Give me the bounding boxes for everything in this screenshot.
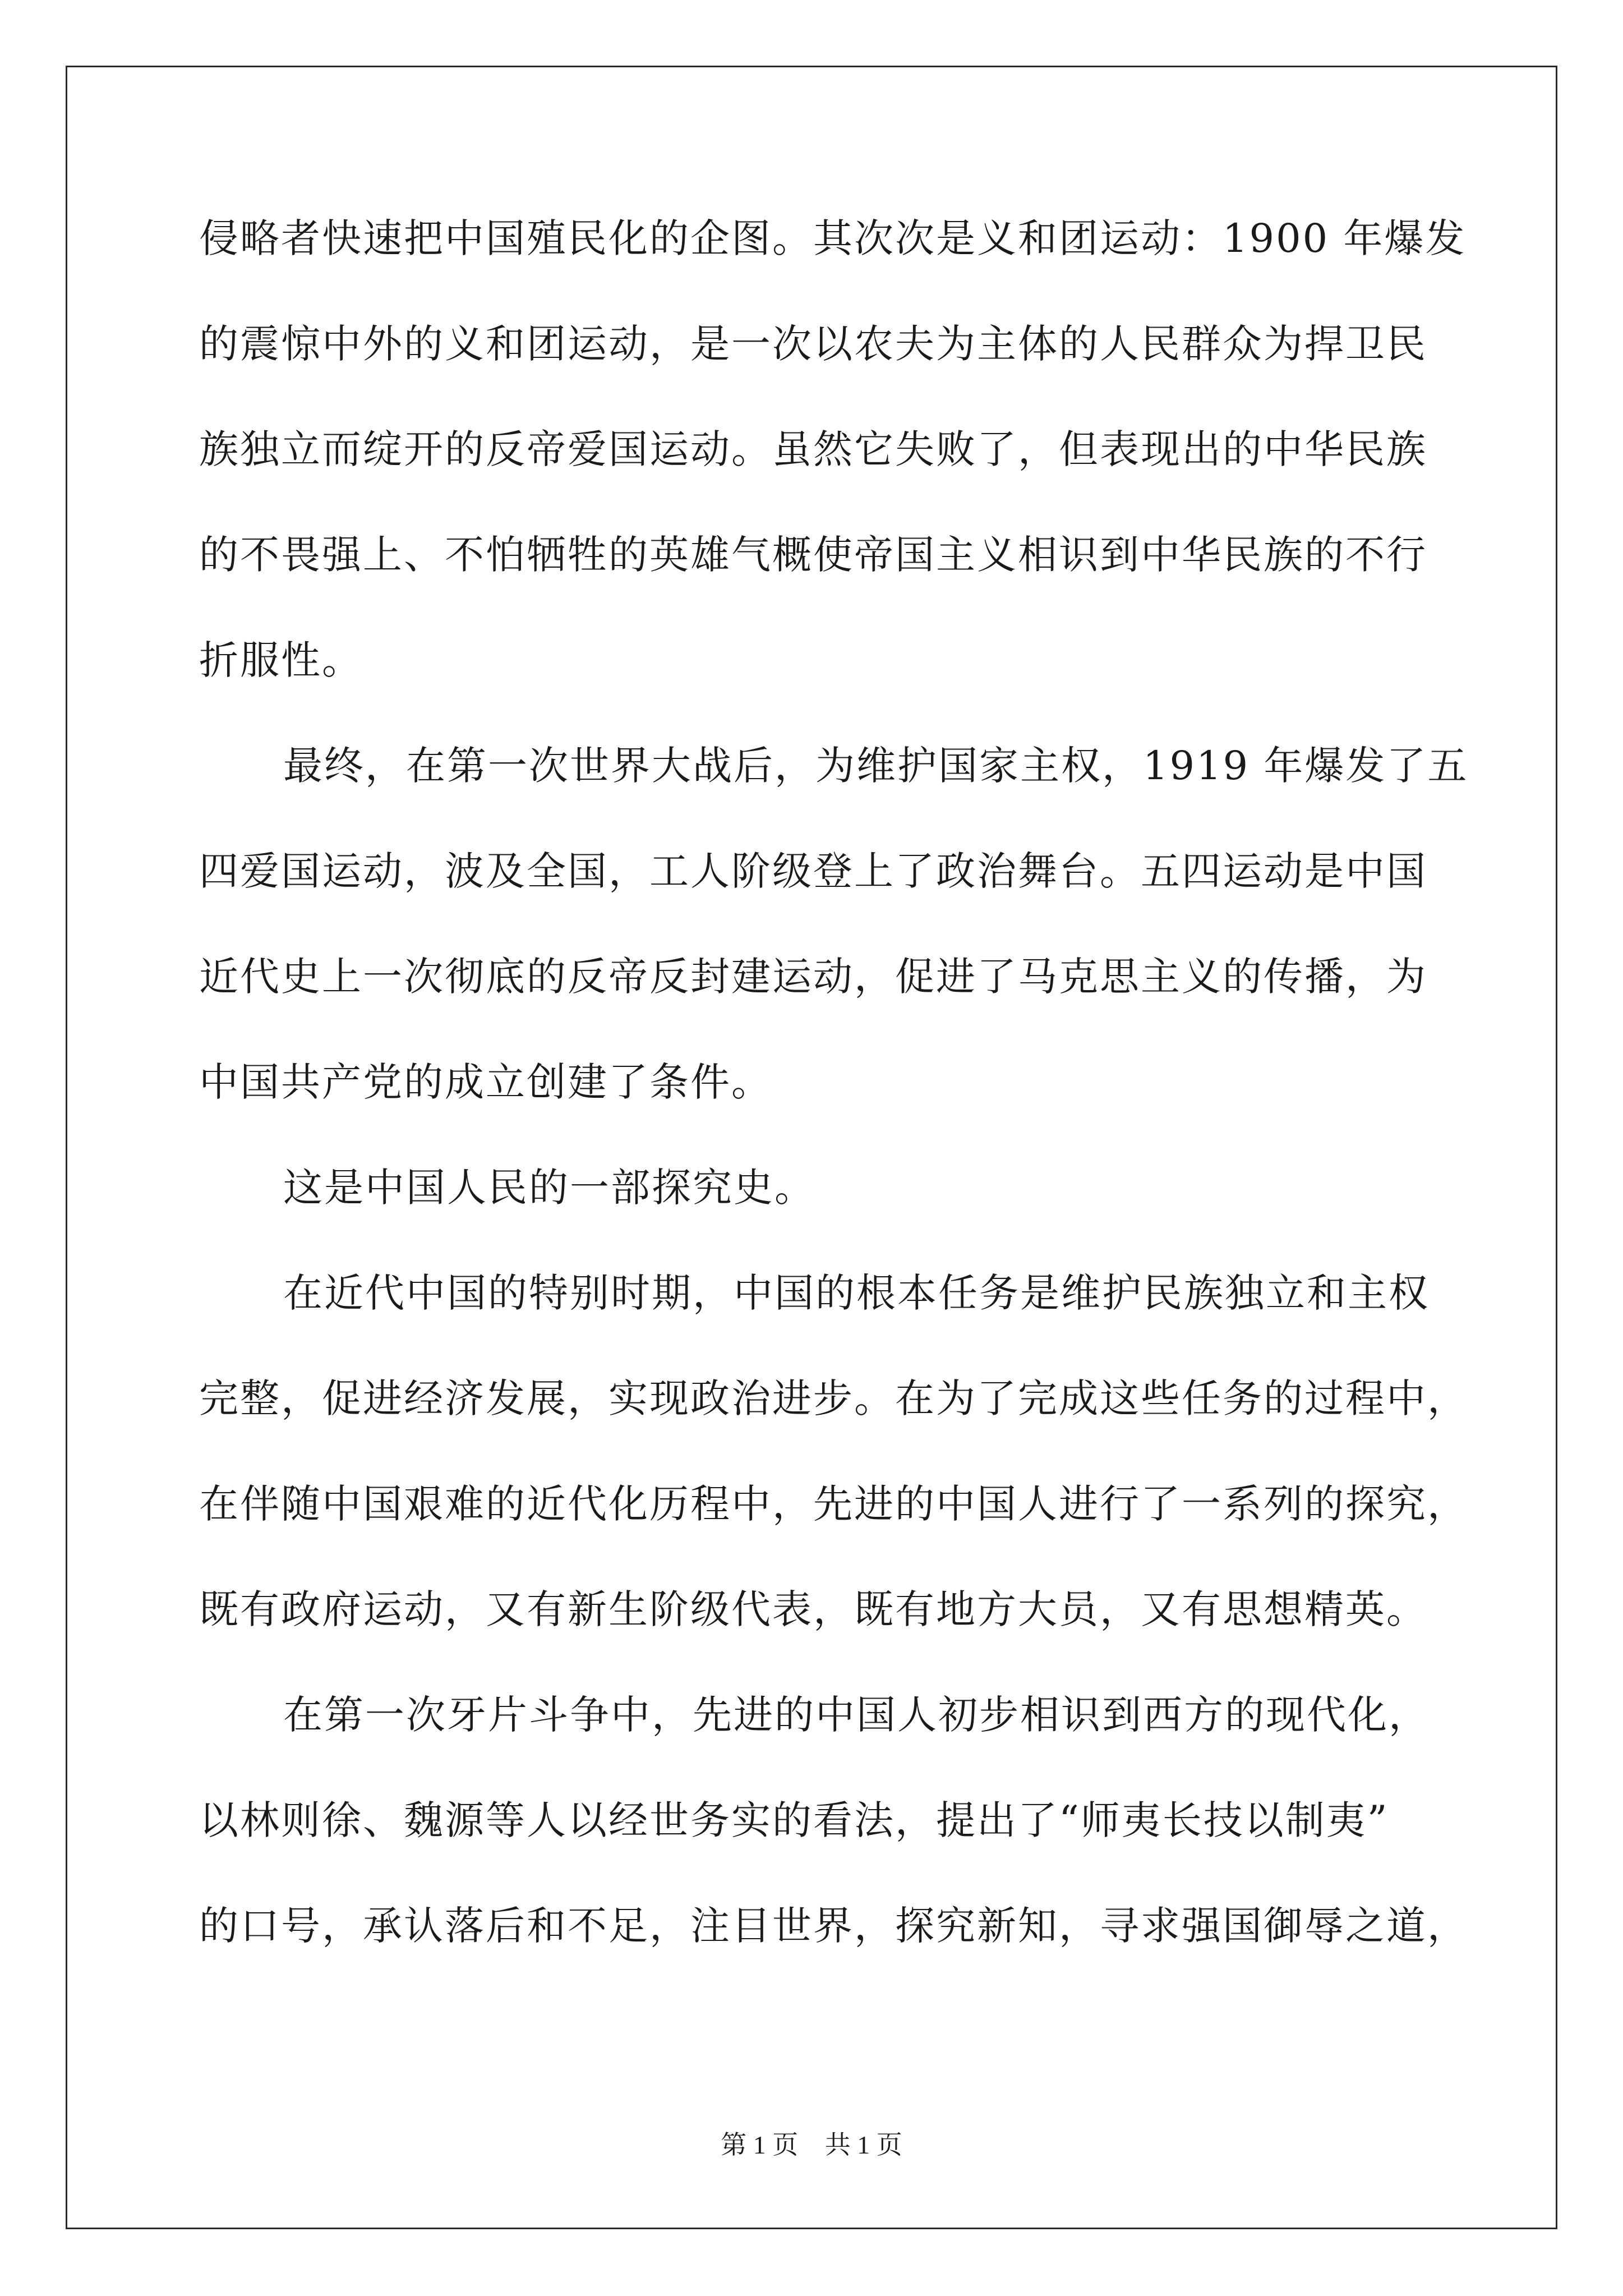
text-line: 折服性。 — [199, 637, 363, 683]
page-number: 第 1 页 — [721, 2131, 799, 2159]
text-line: 四爱国运动，波及全国，工人阶级登上了政治舞台。五四运动是中国 — [199, 848, 1427, 894]
text-line: 族独立而绽开的反帝爱国运动。虽然它失败了，但表现出的中华民族 — [199, 426, 1427, 472]
text-line: 最终，在第一次世界大战后，为维护国家主权，1919 年爆发了五 — [283, 743, 1469, 789]
page-total: 共 1 页 — [824, 2131, 902, 2159]
text-line: 的口号，承认落后和不足，注目世界，探究新知，寻求强国御辱之道， — [199, 1903, 1468, 1949]
text-line: 在伴随中国艰难的近代化历程中，先进的中国人进行了一系列的探究， — [199, 1481, 1468, 1527]
text-line: 完整，促进经济发展，实现政治进步。在为了完成这些任务的过程中， — [199, 1375, 1468, 1421]
text-line: 以林则徐、魏源等人以经世务实的看法，提出了“师夷长技以制夷” — [199, 1797, 1389, 1843]
text-line: 中国共产党的成立创建了条件。 — [199, 1059, 772, 1105]
text-line: 在近代中国的特别时期，中国的根本任务是维护民族独立和主权 — [283, 1270, 1430, 1316]
text-line: 在第一次牙片斗争中，先进的中国人初步相识到西方的现代化， — [283, 1692, 1430, 1738]
text-line: 侵略者快速把中国殖民化的企图。其次次是义和团运动：1900 年爆发 — [199, 215, 1467, 261]
text-line: 这是中国人民的一部探究史。 — [283, 1165, 815, 1211]
text-line: 的震惊中外的义和团运动，是一次以农夫为主体的人民群众为捍卫民 — [199, 321, 1427, 367]
page-footer — [0, 2128, 1623, 2162]
text-line: 近代史上一次彻底的反帝反封建运动，促进了马克思主义的传播，为 — [199, 954, 1427, 1000]
text-line: 的不畏强上、不怕牺牲的英雄气概使帝国主义相识到中华民族的不行 — [199, 532, 1427, 578]
text-line: 既有政府运动，又有新生阶级代表，既有地方大员，又有思想精英。 — [199, 1586, 1427, 1632]
